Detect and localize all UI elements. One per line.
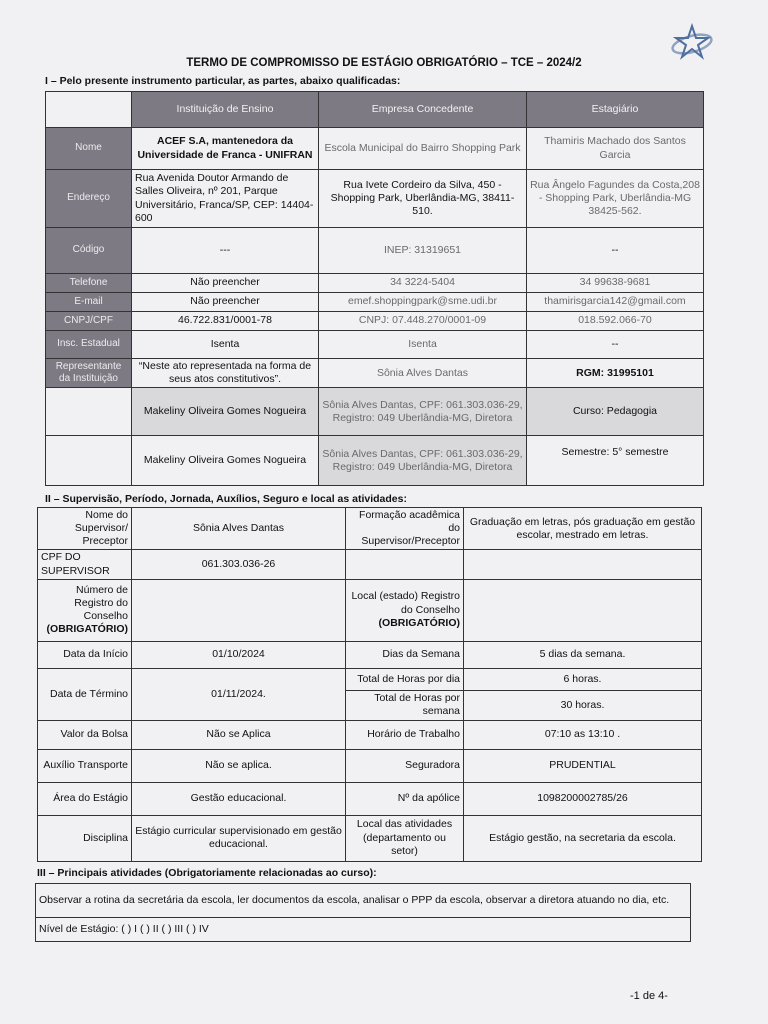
registro-conselho-label [38,579,132,641]
row-label-empty-1 [46,388,132,436]
row-label-codigo: Código [46,228,132,274]
estagiario-insc-estadual: -- [527,331,704,359]
estagiario-semestre: Semestre: 5° semestre [527,436,704,486]
section-2-heading: II – Supervisão, Período, Jornada, Auxílios, Seguro e local as atividades: [45,493,407,505]
seguradora-value: PRUDENTIAL [464,749,702,782]
bolsa-label: Valor da Bolsa [38,720,132,749]
instituicao-codigo: --- [132,228,319,274]
data-inicio-value: 01/10/2024 [132,641,346,668]
empresa-signatario-1: Sônia Alves Dantas, CPF: 061.303.036-29, Registro: 049 Uberlândia-MG, Diretora [319,388,527,436]
auxilio-value: Não se aplica. [132,749,346,782]
area-value: Gestão educacional. [132,782,346,815]
instituicao-insc-estadual: Isenta [132,331,319,359]
estagiario-cpf: 018.592.066-70 [527,312,704,331]
activities-table [35,883,691,942]
estagiario-curso: Curso: Pedagogia [527,388,704,436]
supervision-table [37,507,702,862]
instituicao-signatario-1: Makeliny Oliveira Gomes Nogueira [132,388,319,436]
page-number: -1 de 4- [630,990,668,1002]
nivel-estagio: Nível de Estágio: ( ) I ( ) II ( ) III ( ) IV [36,918,691,942]
estagiario-codigo: -- [527,228,704,274]
instituicao-email: Não preencher [132,293,319,312]
local-registro-text: Local (estado) Registro do Conselho [351,590,460,616]
disciplina-label: Disciplina [38,815,132,861]
column-header-instituicao: Instituição de Ensino [132,92,319,128]
seguradora-label: Seguradora [346,749,464,782]
data-termino-value: 01/11/2024. [132,668,346,720]
cpf-supervisor-label: CPF DO SUPERVISOR [38,550,132,579]
horas-dia-value: 6 horas. [464,668,702,690]
section-3-heading: III – Principais atividades (Obrigatoriamente relacionadas ao curso): [37,867,377,879]
column-header-estagiario: Estagiário [527,92,704,128]
atividades-value: Observar a rotina da secretária da escola, ler documentos da escola, analisar o PPP da escola, observar a diretora atuando no dia, etc. [36,884,691,918]
horas-dia-label: Total de Horas por dia [346,668,464,690]
bolsa-value: Não se Aplica [132,720,346,749]
estagiario-email: thamirisgarcia142@gmail.com [527,293,704,312]
horas-semana-label: Total de Horas por semana [346,690,464,720]
apolice-label: Nº da apólice [346,782,464,815]
horas-semana-value: 30 horas. [464,690,702,720]
estagiario-endereco: Rua Ângelo Fagundes da Costa,208 - Shopping Park, Uberlândia-MG 38425-562. [527,170,704,228]
area-label: Área do Estágio [38,782,132,815]
registro-conselho-value [132,579,346,641]
instituicao-endereco: Rua Avenida Doutor Armando de Salles Oliveira, nº 201, Parque Universitário, Franca/SP, CEP: 14404-600 [132,170,319,228]
instituicao-representante: “Neste ato representada na forma de seus atos constitutivos”. [132,359,319,388]
column-header-empresa: Empresa Concedente [319,92,527,128]
local-atividades-label: Local das atividades (departamento ou setor) [346,815,464,861]
empresa-codigo: INEP: 31319651 [319,228,527,274]
instituicao-cnpj: 46.722.831/0001-78 [132,312,319,331]
instituicao-telefone: Não preencher [132,274,319,293]
data-inicio-label: Data da Início [38,641,132,668]
empresa-endereco: Rua Ivete Cordeiro da Silva, 450 - Shopping Park, Uberlândia-MG, 38411-510. [319,170,527,228]
obrigatorio-tag-2: (OBRIGATÓRIO) [378,616,460,629]
row-label-endereco: Endereço [46,170,132,228]
section-1-heading: I – Pelo presente instrumento particular, as partes, abaixo qualificadas: [45,75,401,87]
empresa-representante: Sônia Alves Dantas [319,359,527,388]
row-label-nome: Nome [46,128,132,170]
corner-cell [46,92,132,128]
local-atividades-value: Estágio gestão, na secretaria da escola. [464,815,702,861]
apolice-value: 1098200002785/26 [464,782,702,815]
empty-cell-1 [346,550,464,579]
local-registro-label [346,579,464,641]
estagiario-telefone: 34 99638-9681 [527,274,704,293]
parties-table [45,91,704,486]
instituicao-signatario-2: Makeliny Oliveira Gomes Nogueira [132,436,319,486]
horario-value: 07:10 as 13:10 . [464,720,702,749]
empty-cell-2 [464,550,702,579]
horario-label: Horário de Trabalho [346,720,464,749]
row-label-empty-2 [46,436,132,486]
dias-semana-value: 5 dias da semana. [464,641,702,668]
data-termino-label: Data de Término [38,668,132,720]
empresa-telefone: 34 3224-5404 [319,274,527,293]
empresa-nome: Escola Municipal do Bairro Shopping Park [319,128,527,170]
row-label-cnpj: CNPJ/CPF [46,312,132,331]
empresa-email: emef.shoppingpark@sme.udi.br [319,293,527,312]
formacao-value: Graduação em letras, pós graduação em gestão escolar, mestrado em letras. [464,508,702,550]
formacao-label: Formação acadêmica do Supervisor/Preceptor [346,508,464,550]
empresa-insc-estadual: Isenta [319,331,527,359]
instituicao-nome: ACEF S.A, mantenedora da Universidade de Franca - UNIFRAN [132,128,319,170]
dias-semana-label: Dias da Semana [346,641,464,668]
nome-supervisor-label: Nome do Supervisor/ Preceptor [38,508,132,550]
registro-conselho-text: Número de Registro do Conselho [74,583,128,623]
nome-supervisor-value: Sônia Alves Dantas [132,508,346,550]
star-orbit-icon [668,22,716,62]
row-label-email: E-mail [46,293,132,312]
document-title: TERMO DE COMPROMISSO DE ESTÁGIO OBRIGATÓRIO – TCE – 2024/2 [186,57,582,69]
estagiario-nome: Thamiris Machado dos Santos Garcia [527,128,704,170]
local-registro-value [464,579,702,641]
empresa-cnpj: CNPJ: 07.448.270/0001-09 [319,312,527,331]
empresa-signatario-2: Sônia Alves Dantas, CPF: 061.303.036-29, Registro: 049 Uberlândia-MG, Diretora [319,436,527,486]
cpf-supervisor-value: 061.303.036-26 [132,550,346,579]
disciplina-value: Estágio curricular supervisionado em gestão educacional. [132,815,346,861]
row-label-telefone: Telefone [46,274,132,293]
row-label-insc-estadual: Insc. Estadual [46,331,132,359]
auxilio-label: Auxílio Transporte [38,749,132,782]
estagiario-rgm: RGM: 31995101 [527,359,704,388]
row-label-representante: Representante da Instituição [46,359,132,388]
obrigatorio-tag: (OBRIGATÓRIO) [46,623,128,636]
